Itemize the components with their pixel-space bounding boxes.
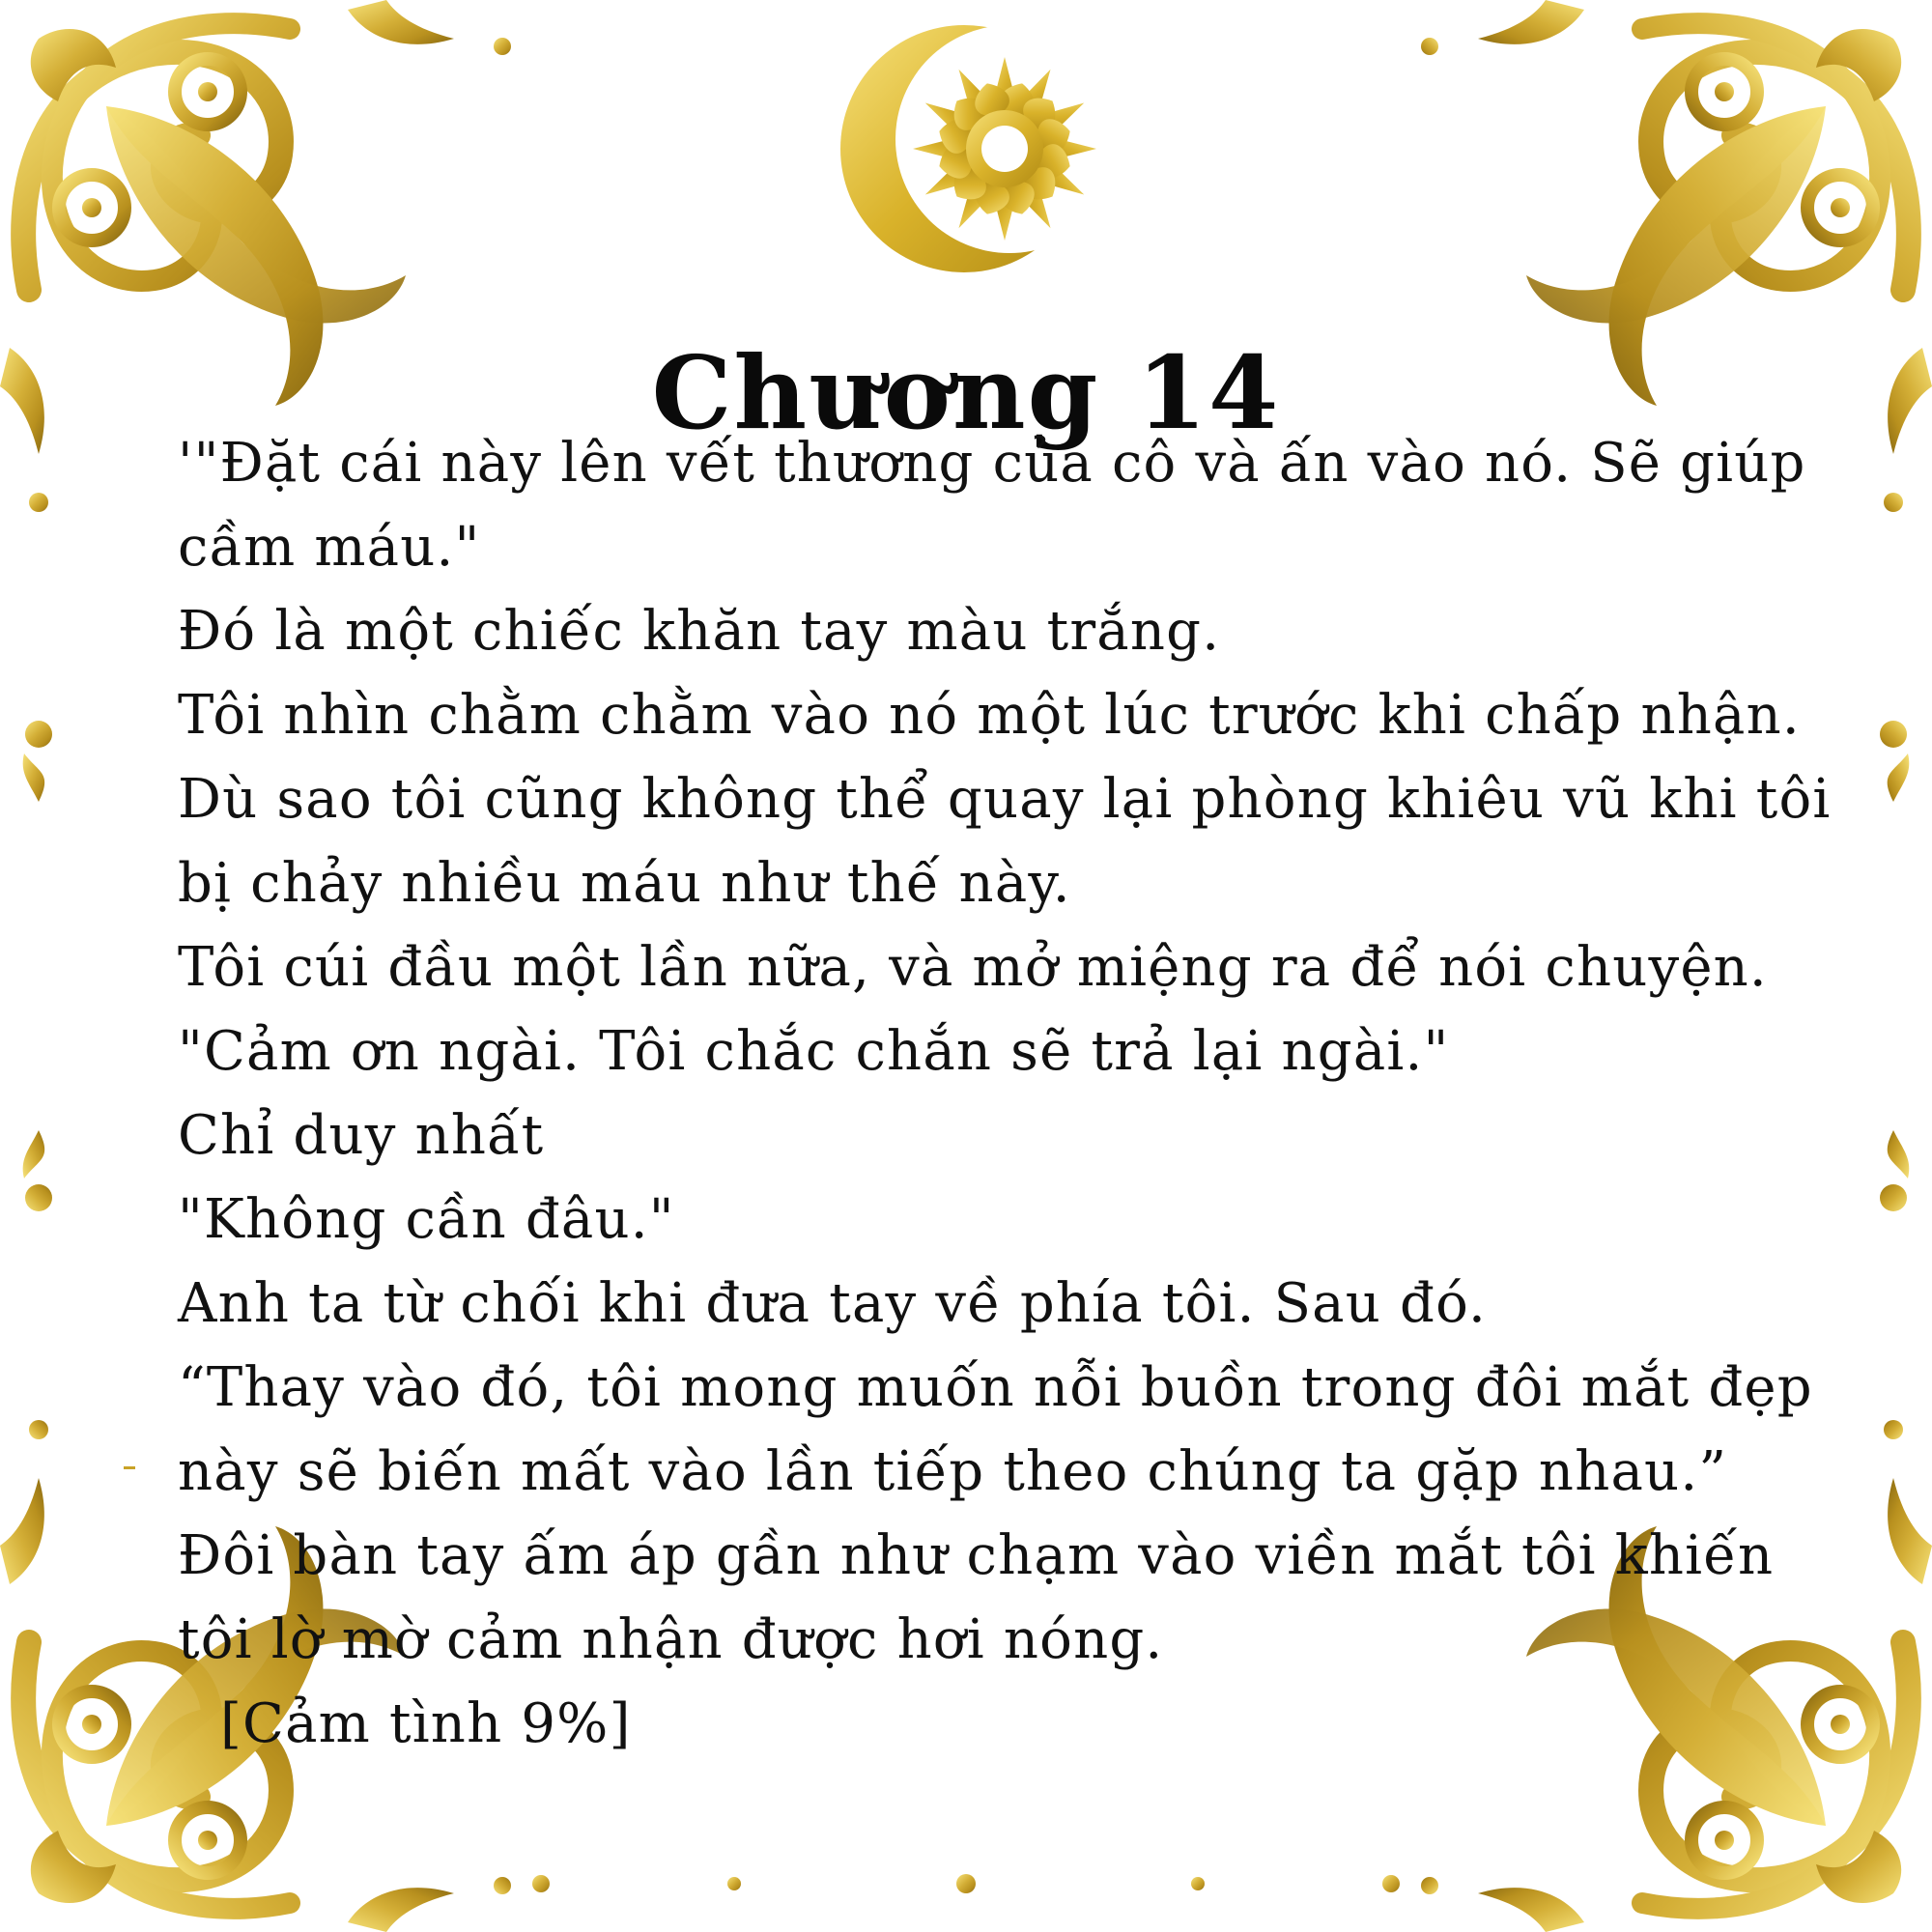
- story-line: Tôi cúi đầu một lần nữa, và mở miệng ra để nói chuyện.: [178, 936, 1768, 999]
- story-line: Chỉ duy nhất: [178, 1104, 545, 1167]
- story-line: cầm máu.": [178, 516, 481, 579]
- affection-status: [Cảm tình 9%]: [220, 1692, 632, 1755]
- story-line: “Thay vào đó, tôi mong muốn nỗi buồn trong đôi mắt đẹp: [178, 1356, 1813, 1419]
- crescent-moon-sun-emblem: [831, 14, 1121, 284]
- story-line: tôi lờ mờ cảm nhận được hơi nóng.: [178, 1608, 1164, 1671]
- story-line: bị chảy nhiều máu như thế này.: [178, 852, 1071, 915]
- story-line: Tôi nhìn chằm chằm vào nó một lúc trước khi chấp nhận.: [178, 684, 1801, 747]
- story-line: Dù sao tôi cũng không thể quay lại phòng khiêu vũ khi tôi: [178, 768, 1832, 831]
- story-body: [178, 421, 1878, 1766]
- stray-gold-mark: [124, 1466, 135, 1469]
- story-line: "Không cần đâu.": [178, 1188, 675, 1251]
- story-line: Anh ta từ chối khi đưa tay về phía tôi. Sau đó.: [178, 1272, 1488, 1335]
- story-line: Đôi bàn tay ấm áp gần như chạm vào viền mắt tôi khiến: [178, 1524, 1775, 1587]
- story-line: "Cảm ơn ngài. Tôi chắc chắn sẽ trả lại ngài.": [178, 1020, 1450, 1083]
- story-line: này sẽ biến mất vào lần tiếp theo chúng ta gặp nhau.”: [178, 1440, 1728, 1503]
- chapter-title: Chương 14: [651, 332, 1281, 452]
- story-line: '"Đặt cái này lên vết thương của cô và ấn vào nó. Sẽ giúp: [178, 432, 1806, 495]
- story-line: Đó là một chiếc khăn tay màu trắng.: [178, 600, 1221, 663]
